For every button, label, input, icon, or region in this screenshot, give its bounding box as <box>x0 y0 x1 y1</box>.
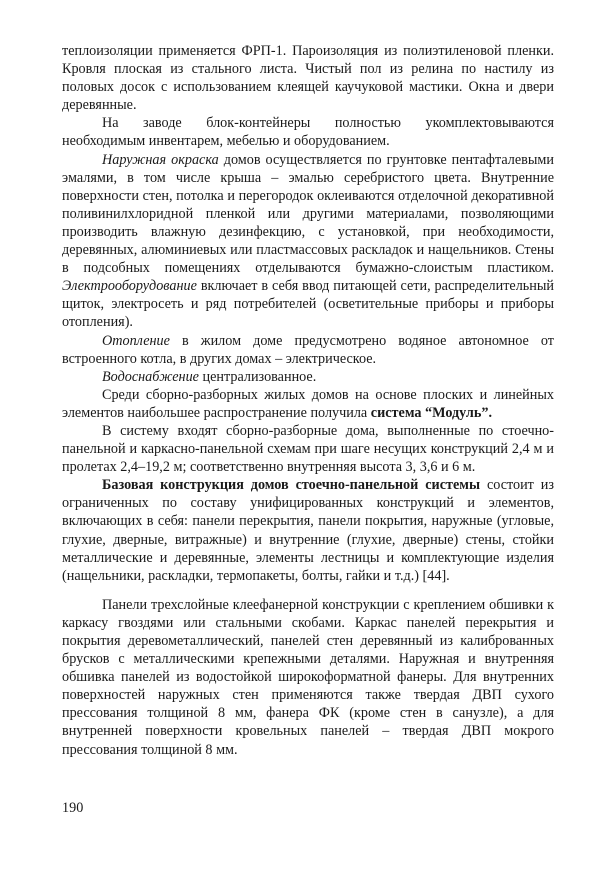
paragraph-7-text: В систему входят сборно-разборные дома, выполненные по стоечно-панельной и каркасно-панельной схемам при шаге несущих конструкций 2,4 м и пролетах 2,4–19,2 м; соответственно внутренняя высота 3, 3,6 и 6 м. <box>62 422 554 476</box>
page-number: 190 <box>62 800 84 816</box>
paragraph-1-text: теплоизоляции применяется ФРП-1. Пароизоляция из полиэтиленовой пленки. Кровля плоская из стального листа. Чистый пол из релина по настилу из половых досок с использованием клеящей каучуковой мастики. Окна и двери деревянные. <box>62 43 554 114</box>
paragraph-2-text: На заводе блок-контейнеры полностью укомплектовываются необходимым инвентарем, мебелью и оборудованием. <box>62 115 554 150</box>
paragraph-2 <box>62 114 554 150</box>
paragraph-1 <box>62 42 554 114</box>
paragraph-9 <box>62 596 554 759</box>
term-heating: Отопление <box>102 332 170 349</box>
paragraph-6 <box>62 386 554 422</box>
paragraph-3 <box>62 151 554 332</box>
paragraph-8-text: состоит из ограниченных по составу унифицированных конструкций и элементов, включающих в себя: панели перекрытия, панели покрытия, наружные (угловые, глухие, дверные, витражные) и внутренние (глухие, дверные) стены, стойки металлические и деревянные, элементы лестницы и комплектующие изделия (нащельники, раскладки, термопакеты, болты, гайки и т.д.) [44]. <box>62 477 554 584</box>
paragraph-5-text: централизованное. <box>198 368 317 385</box>
paragraph-5 <box>62 368 554 386</box>
term-water-supply: Водоснабжение <box>102 368 199 385</box>
paragraph-8 <box>62 476 554 585</box>
paragraph-9-text: Панели трехслойные клеефанерной конструкции с креплением обшивки к каркасу гвоздями или стальными скобами. Каркас панелей перекрытия и покрытия деревометаллический, панелей стен деревянный из калиброванных брусков с металлическими крепежными деталями. Наружная и внутренняя обшивка панелей из водостойкой широкоформатной фанеры. Для внутренних поверхностей наружных стен применяются также твердая ДВП сухого прессования толщиной 8 мм, фанера ФК (кроме стен в санузле), а для внутренней поверхности кровельных панелей – твердая ДВП мокрого прессования толщиной 8 мм. <box>62 596 554 758</box>
paragraph-7 <box>62 422 554 476</box>
paragraph-6-text: Среди сборно-разборных жилых домов на основе плоских и линейных элементов наибольшее распространение получила <box>62 386 554 421</box>
paragraph-4 <box>62 332 554 368</box>
term-modul-system: система “Модуль”. <box>370 404 493 421</box>
term-exterior-painting: Наружная окраска <box>102 151 219 168</box>
paragraph-3-text-2: включает в себя ввод питающей сети, распределительный щиток, электросеть и ряд потребителей (осветительные приборы и приборы отопления). <box>62 278 554 331</box>
page-text <box>62 42 554 759</box>
term-electrical-equipment: Электрооборудование <box>62 278 197 295</box>
paragraph-3-text-1: домов осуществляется по грунтовке пентафталевыми эмалями, в том числе крыша – эмалью серебристого цвета. Внутренние поверхности стен, потолка и перегородок оклеиваются отделочной декоративной поливинилхлоридной пленкой или другими материалами, позволяющими производить влажную дезинфекцию, с установкой, при необходимости, деревянных, алюминиевых или пластмассовых раскладок и нащельников. Стены в подсобных помещениях отделываются бумажно-слоистым пластиком. <box>62 151 554 277</box>
paragraph-4-text: в жилом доме предусмотрено водяное автономное от встроенного котла, в других домах – электрическое. <box>62 332 554 367</box>
term-base-construction: Базовая конструкция домов стоечно-панельной системы <box>102 477 481 494</box>
